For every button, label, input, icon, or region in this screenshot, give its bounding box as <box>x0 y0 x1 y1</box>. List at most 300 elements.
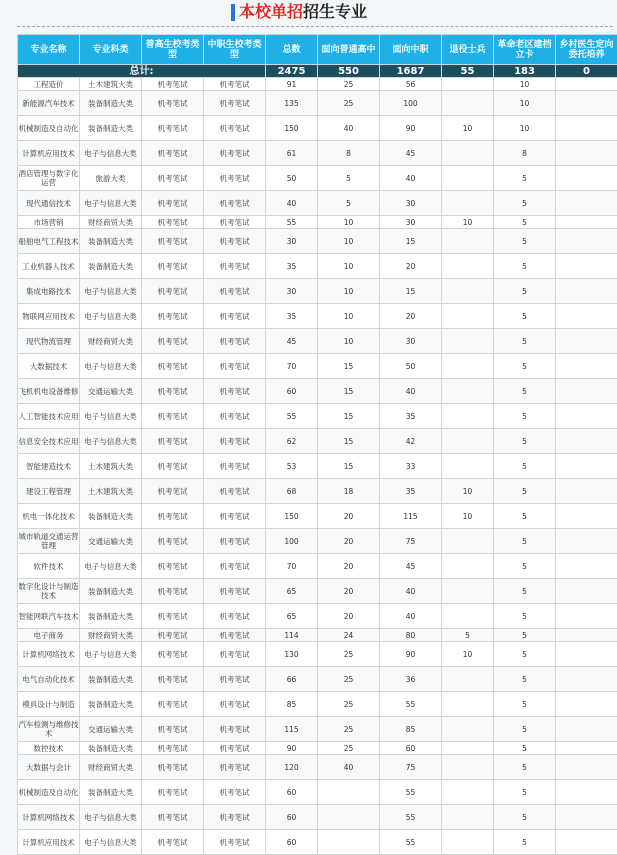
cell-revolution-area: 10 <box>494 78 556 91</box>
cell-vocational-exam-type: 机考笔试 <box>204 191 266 216</box>
cell-for-high-school: 20 <box>318 529 380 554</box>
header-vocational-exam-type: 中职生校考类型 <box>204 35 266 65</box>
cell-high-school-exam-type: 机考笔试 <box>142 454 204 479</box>
totals-row <box>18 65 617 78</box>
cell-veterans <box>442 379 494 404</box>
cell-revolution-area: 5 <box>494 692 556 717</box>
cell-revolution-area: 5 <box>494 755 556 780</box>
cell-veterans <box>442 554 494 579</box>
table-row <box>18 692 617 717</box>
cell-vocational-exam-type: 机考笔试 <box>204 254 266 279</box>
cell-category: 装备制造大类 <box>80 116 142 141</box>
header-major-name: 专业名称 <box>18 35 80 65</box>
cell-category: 装备制造大类 <box>80 579 142 604</box>
cell-high-school-exam-type: 机考笔试 <box>142 742 204 755</box>
title-divider <box>17 26 613 27</box>
cell-revolution-area: 5 <box>494 554 556 579</box>
cell-vocational-exam-type: 机考笔试 <box>204 830 266 855</box>
cell-vocational-exam-type: 机考笔试 <box>204 229 266 254</box>
cell-for-vocational: 42 <box>380 429 442 454</box>
cell-for-high-school: 10 <box>318 279 380 304</box>
cell-for-high-school: 20 <box>318 604 380 629</box>
cell-high-school-exam-type: 机考笔试 <box>142 329 204 354</box>
cell-veterans <box>442 254 494 279</box>
cell-category: 财经商贸大类 <box>80 629 142 642</box>
cell-high-school-exam-type: 机考笔试 <box>142 604 204 629</box>
cell-rural-doctor <box>556 229 617 254</box>
cell-major-name: 机电一体化技术 <box>18 504 80 529</box>
cell-category: 财经商贸大类 <box>80 329 142 354</box>
cell-vocational-exam-type: 机考笔试 <box>204 717 266 742</box>
cell-category: 装备制造大类 <box>80 604 142 629</box>
cell-high-school-exam-type: 机考笔试 <box>142 379 204 404</box>
cell-vocational-exam-type: 机考笔试 <box>204 454 266 479</box>
cell-high-school-exam-type: 机考笔试 <box>142 479 204 504</box>
cell-total: 150 <box>266 116 318 141</box>
cell-for-vocational: 85 <box>380 717 442 742</box>
cell-major-name: 城市轨道交通运营管理 <box>18 529 80 554</box>
cell-total: 30 <box>266 279 318 304</box>
cell-veterans <box>442 604 494 629</box>
cell-high-school-exam-type: 机考笔试 <box>142 279 204 304</box>
cell-high-school-exam-type: 机考笔试 <box>142 404 204 429</box>
cell-vocational-exam-type: 机考笔试 <box>204 604 266 629</box>
cell-for-high-school: 25 <box>318 642 380 667</box>
cell-total: 70 <box>266 554 318 579</box>
cell-rural-doctor <box>556 717 617 742</box>
cell-total: 50 <box>266 166 318 191</box>
cell-category: 电子与信息大类 <box>80 304 142 329</box>
cell-revolution-area: 5 <box>494 529 556 554</box>
table-row <box>18 479 617 504</box>
cell-rural-doctor <box>556 141 617 166</box>
cell-rural-doctor <box>556 629 617 642</box>
cell-vocational-exam-type: 机考笔试 <box>204 780 266 805</box>
cell-revolution-area: 5 <box>494 504 556 529</box>
cell-rural-doctor <box>556 479 617 504</box>
cell-veterans <box>442 78 494 91</box>
table-row <box>18 504 617 529</box>
cell-rural-doctor <box>556 116 617 141</box>
cell-total: 91 <box>266 78 318 91</box>
table-row <box>18 554 617 579</box>
cell-vocational-exam-type: 机考笔试 <box>204 629 266 642</box>
cell-major-name: 汽车检测与维修技术 <box>18 717 80 742</box>
page-header <box>0 0 617 28</box>
cell-veterans <box>442 742 494 755</box>
cell-high-school-exam-type: 机考笔试 <box>142 504 204 529</box>
cell-vocational-exam-type: 机考笔试 <box>204 354 266 379</box>
cell-for-high-school: 15 <box>318 454 380 479</box>
table-row <box>18 805 617 830</box>
totals-high-school: 550 <box>318 65 380 78</box>
cell-revolution-area: 5 <box>494 780 556 805</box>
cell-rural-doctor <box>556 604 617 629</box>
cell-category: 土木建筑大类 <box>80 78 142 91</box>
cell-revolution-area: 5 <box>494 667 556 692</box>
cell-major-name: 集成电路技术 <box>18 279 80 304</box>
cell-category: 土木建筑大类 <box>80 454 142 479</box>
cell-rural-doctor <box>556 755 617 780</box>
cell-for-vocational: 15 <box>380 229 442 254</box>
cell-for-high-school <box>318 830 380 855</box>
cell-for-vocational: 36 <box>380 667 442 692</box>
cell-category: 电子与信息大类 <box>80 805 142 830</box>
cell-high-school-exam-type: 机考笔试 <box>142 667 204 692</box>
cell-vocational-exam-type: 机考笔试 <box>204 141 266 166</box>
cell-for-vocational: 30 <box>380 329 442 354</box>
cell-veterans: 10 <box>442 504 494 529</box>
cell-for-vocational: 100 <box>380 91 442 116</box>
table-row <box>18 604 617 629</box>
page-title <box>239 2 367 22</box>
cell-major-name: 机械制造及自动化 <box>18 116 80 141</box>
cell-revolution-area: 5 <box>494 404 556 429</box>
cell-category: 交通运输大类 <box>80 529 142 554</box>
cell-for-vocational: 75 <box>380 529 442 554</box>
cell-major-name: 机械制造及自动化 <box>18 780 80 805</box>
totals-label: 总计: <box>18 65 266 78</box>
cell-high-school-exam-type: 机考笔试 <box>142 755 204 780</box>
cell-for-high-school: 20 <box>318 554 380 579</box>
cell-total: 35 <box>266 304 318 329</box>
cell-veterans <box>442 229 494 254</box>
cell-for-vocational: 45 <box>380 554 442 579</box>
cell-for-high-school: 20 <box>318 579 380 604</box>
cell-vocational-exam-type: 机考笔试 <box>204 166 266 191</box>
cell-revolution-area: 5 <box>494 216 556 229</box>
cell-total: 62 <box>266 429 318 454</box>
cell-category: 电子与信息大类 <box>80 554 142 579</box>
cell-major-name: 数控技术 <box>18 742 80 755</box>
header-category: 专业科类 <box>80 35 142 65</box>
cell-total: 45 <box>266 329 318 354</box>
cell-for-vocational: 40 <box>380 379 442 404</box>
cell-revolution-area: 5 <box>494 604 556 629</box>
cell-category: 财经商贸大类 <box>80 755 142 780</box>
cell-high-school-exam-type: 机考笔试 <box>142 254 204 279</box>
table-row <box>18 216 617 229</box>
cell-category: 电子与信息大类 <box>80 429 142 454</box>
cell-total: 85 <box>266 692 318 717</box>
cell-high-school-exam-type: 机考笔试 <box>142 529 204 554</box>
cell-major-name: 计算机网络技术 <box>18 642 80 667</box>
cell-revolution-area: 5 <box>494 229 556 254</box>
cell-total: 40 <box>266 191 318 216</box>
totals-vocational: 1687 <box>380 65 442 78</box>
cell-for-vocational: 80 <box>380 629 442 642</box>
cell-for-high-school: 40 <box>318 116 380 141</box>
cell-for-high-school: 10 <box>318 329 380 354</box>
cell-for-high-school: 18 <box>318 479 380 504</box>
cell-category: 装备制造大类 <box>80 742 142 755</box>
cell-total: 65 <box>266 579 318 604</box>
cell-veterans <box>442 454 494 479</box>
cell-revolution-area: 5 <box>494 454 556 479</box>
cell-category: 电子与信息大类 <box>80 404 142 429</box>
cell-for-vocational: 90 <box>380 642 442 667</box>
cell-for-high-school: 10 <box>318 216 380 229</box>
table-row <box>18 354 617 379</box>
cell-total: 100 <box>266 529 318 554</box>
cell-high-school-exam-type: 机考笔试 <box>142 554 204 579</box>
cell-major-name: 工业机器人技术 <box>18 254 80 279</box>
cell-rural-doctor <box>556 554 617 579</box>
cell-rural-doctor <box>556 742 617 755</box>
cell-revolution-area: 5 <box>494 742 556 755</box>
totals-revolution-area: 183 <box>494 65 556 78</box>
cell-major-name: 模具设计与制造 <box>18 692 80 717</box>
cell-for-high-school: 5 <box>318 166 380 191</box>
cell-high-school-exam-type: 机考笔试 <box>142 717 204 742</box>
cell-for-high-school: 25 <box>318 91 380 116</box>
cell-vocational-exam-type: 机考笔试 <box>204 642 266 667</box>
cell-veterans: 10 <box>442 216 494 229</box>
cell-for-vocational: 33 <box>380 454 442 479</box>
cell-veterans <box>442 780 494 805</box>
table-row <box>18 229 617 254</box>
cell-total: 60 <box>266 379 318 404</box>
cell-vocational-exam-type: 机考笔试 <box>204 529 266 554</box>
cell-revolution-area: 5 <box>494 191 556 216</box>
cell-total: 90 <box>266 742 318 755</box>
cell-major-name: 建设工程管理 <box>18 479 80 504</box>
table-row <box>18 166 617 191</box>
cell-revolution-area: 5 <box>494 304 556 329</box>
cell-for-high-school: 40 <box>318 755 380 780</box>
table-row <box>18 91 617 116</box>
cell-vocational-exam-type: 机考笔试 <box>204 78 266 91</box>
cell-major-name: 现代通信技术 <box>18 191 80 216</box>
cell-high-school-exam-type: 机考笔试 <box>142 429 204 454</box>
cell-for-vocational: 45 <box>380 141 442 166</box>
cell-rural-doctor <box>556 216 617 229</box>
table-row <box>18 254 617 279</box>
cell-high-school-exam-type: 机考笔试 <box>142 116 204 141</box>
cell-rural-doctor <box>556 78 617 91</box>
table-row <box>18 579 617 604</box>
cell-for-vocational: 56 <box>380 78 442 91</box>
header-high-school-exam-type: 普高生校考类型 <box>142 35 204 65</box>
cell-category: 装备制造大类 <box>80 91 142 116</box>
cell-for-vocational: 40 <box>380 579 442 604</box>
cell-high-school-exam-type: 机考笔试 <box>142 805 204 830</box>
table-body <box>18 78 617 855</box>
table-row <box>18 830 617 855</box>
cell-vocational-exam-type: 机考笔试 <box>204 755 266 780</box>
cell-total: 135 <box>266 91 318 116</box>
cell-total: 130 <box>266 642 318 667</box>
cell-high-school-exam-type: 机考笔试 <box>142 579 204 604</box>
cell-rural-doctor <box>556 830 617 855</box>
cell-category: 电子与信息大类 <box>80 830 142 855</box>
cell-for-high-school: 25 <box>318 692 380 717</box>
totals-veterans: 55 <box>442 65 494 78</box>
cell-total: 120 <box>266 755 318 780</box>
cell-total: 55 <box>266 404 318 429</box>
cell-high-school-exam-type: 机考笔试 <box>142 191 204 216</box>
cell-total: 114 <box>266 629 318 642</box>
table-row <box>18 755 617 780</box>
cell-veterans <box>442 329 494 354</box>
cell-major-name: 电子商务 <box>18 629 80 642</box>
cell-for-high-school: 8 <box>318 141 380 166</box>
cell-rural-doctor <box>556 166 617 191</box>
cell-revolution-area: 10 <box>494 116 556 141</box>
cell-rural-doctor <box>556 254 617 279</box>
cell-revolution-area: 5 <box>494 479 556 504</box>
cell-vocational-exam-type: 机考笔试 <box>204 805 266 830</box>
cell-veterans <box>442 354 494 379</box>
cell-major-name: 人工智能技术应用 <box>18 404 80 429</box>
cell-revolution-area: 5 <box>494 830 556 855</box>
table-row <box>18 404 617 429</box>
title-accent-bar <box>231 4 235 21</box>
cell-revolution-area: 5 <box>494 429 556 454</box>
cell-total: 61 <box>266 141 318 166</box>
cell-total: 35 <box>266 254 318 279</box>
cell-total: 65 <box>266 604 318 629</box>
cell-rural-doctor <box>556 579 617 604</box>
cell-revolution-area: 10 <box>494 91 556 116</box>
cell-category: 电子与信息大类 <box>80 191 142 216</box>
cell-veterans <box>442 755 494 780</box>
cell-for-vocational: 55 <box>380 830 442 855</box>
cell-high-school-exam-type: 机考笔试 <box>142 354 204 379</box>
cell-revolution-area: 5 <box>494 717 556 742</box>
cell-veterans <box>442 141 494 166</box>
cell-veterans <box>442 91 494 116</box>
cell-for-high-school: 25 <box>318 78 380 91</box>
cell-high-school-exam-type: 机考笔试 <box>142 78 204 91</box>
cell-major-name: 计算机应用技术 <box>18 141 80 166</box>
cell-revolution-area: 8 <box>494 141 556 166</box>
page-title-highlight: 本校单招 <box>239 2 303 21</box>
cell-major-name: 现代物流管理 <box>18 329 80 354</box>
cell-category: 电子与信息大类 <box>80 354 142 379</box>
table-row <box>18 529 617 554</box>
table-row <box>18 742 617 755</box>
cell-revolution-area: 5 <box>494 279 556 304</box>
cell-for-vocational: 50 <box>380 354 442 379</box>
cell-category: 电子与信息大类 <box>80 141 142 166</box>
cell-category: 装备制造大类 <box>80 504 142 529</box>
cell-veterans: 10 <box>442 642 494 667</box>
cell-major-name: 物联网应用技术 <box>18 304 80 329</box>
cell-high-school-exam-type: 机考笔试 <box>142 629 204 642</box>
cell-vocational-exam-type: 机考笔试 <box>204 116 266 141</box>
cell-veterans: 5 <box>442 629 494 642</box>
cell-rural-doctor <box>556 692 617 717</box>
table-row <box>18 667 617 692</box>
cell-for-vocational: 55 <box>380 692 442 717</box>
cell-category: 装备制造大类 <box>80 229 142 254</box>
cell-vocational-exam-type: 机考笔试 <box>204 91 266 116</box>
cell-major-name: 智能网联汽车技术 <box>18 604 80 629</box>
cell-vocational-exam-type: 机考笔试 <box>204 379 266 404</box>
cell-total: 53 <box>266 454 318 479</box>
cell-veterans <box>442 830 494 855</box>
cell-major-name: 飞机机电设备维修 <box>18 379 80 404</box>
cell-rural-doctor <box>556 304 617 329</box>
cell-high-school-exam-type: 机考笔试 <box>142 166 204 191</box>
cell-major-name: 船舶电气工程技术 <box>18 229 80 254</box>
table-header-row <box>18 35 617 65</box>
header-revolution-area: 革命老区建档立卡 <box>494 35 556 65</box>
cell-category: 装备制造大类 <box>80 692 142 717</box>
table-row <box>18 279 617 304</box>
cell-rural-doctor <box>556 354 617 379</box>
cell-rural-doctor <box>556 642 617 667</box>
cell-veterans <box>442 579 494 604</box>
cell-for-vocational: 60 <box>380 742 442 755</box>
cell-total: 150 <box>266 504 318 529</box>
cell-vocational-exam-type: 机考笔试 <box>204 692 266 717</box>
cell-major-name: 计算机网络技术 <box>18 805 80 830</box>
cell-veterans <box>442 279 494 304</box>
cell-veterans <box>442 717 494 742</box>
cell-for-high-school: 15 <box>318 404 380 429</box>
cell-for-high-school <box>318 780 380 805</box>
cell-rural-doctor <box>556 529 617 554</box>
cell-rural-doctor <box>556 191 617 216</box>
cell-rural-doctor <box>556 329 617 354</box>
header-rural-doctor: 乡村医生定向委托培养 <box>556 35 617 65</box>
cell-category: 旅游大类 <box>80 166 142 191</box>
table-row <box>18 304 617 329</box>
cell-vocational-exam-type: 机考笔试 <box>204 216 266 229</box>
cell-rural-doctor <box>556 404 617 429</box>
table-row <box>18 379 617 404</box>
cell-high-school-exam-type: 机考笔试 <box>142 304 204 329</box>
cell-veterans <box>442 166 494 191</box>
cell-category: 装备制造大类 <box>80 254 142 279</box>
cell-high-school-exam-type: 机考笔试 <box>142 91 204 116</box>
cell-vocational-exam-type: 机考笔试 <box>204 404 266 429</box>
cell-total: 60 <box>266 830 318 855</box>
cell-total: 60 <box>266 780 318 805</box>
cell-for-high-school: 25 <box>318 667 380 692</box>
cell-rural-doctor <box>556 379 617 404</box>
table-row <box>18 780 617 805</box>
cell-high-school-exam-type: 机考笔试 <box>142 780 204 805</box>
cell-for-vocational: 40 <box>380 166 442 191</box>
cell-vocational-exam-type: 机考笔试 <box>204 429 266 454</box>
table-row <box>18 329 617 354</box>
header-veterans: 退役士兵 <box>442 35 494 65</box>
cell-total: 70 <box>266 354 318 379</box>
cell-veterans <box>442 304 494 329</box>
cell-major-name: 大数据与会计 <box>18 755 80 780</box>
cell-rural-doctor <box>556 780 617 805</box>
cell-for-vocational: 35 <box>380 479 442 504</box>
cell-major-name: 智能建造技术 <box>18 454 80 479</box>
cell-vocational-exam-type: 机考笔试 <box>204 479 266 504</box>
cell-category: 财经商贸大类 <box>80 216 142 229</box>
cell-major-name: 信息安全技术应用 <box>18 429 80 454</box>
cell-for-high-school: 10 <box>318 229 380 254</box>
cell-for-vocational: 55 <box>380 805 442 830</box>
cell-for-vocational: 30 <box>380 216 442 229</box>
cell-category: 交通运输大类 <box>80 717 142 742</box>
cell-vocational-exam-type: 机考笔试 <box>204 579 266 604</box>
cell-major-name: 市场营销 <box>18 216 80 229</box>
cell-for-vocational: 20 <box>380 304 442 329</box>
cell-veterans <box>442 404 494 429</box>
cell-high-school-exam-type: 机考笔试 <box>142 830 204 855</box>
page-title-rest: 招生专业 <box>303 2 367 21</box>
cell-rural-doctor <box>556 504 617 529</box>
